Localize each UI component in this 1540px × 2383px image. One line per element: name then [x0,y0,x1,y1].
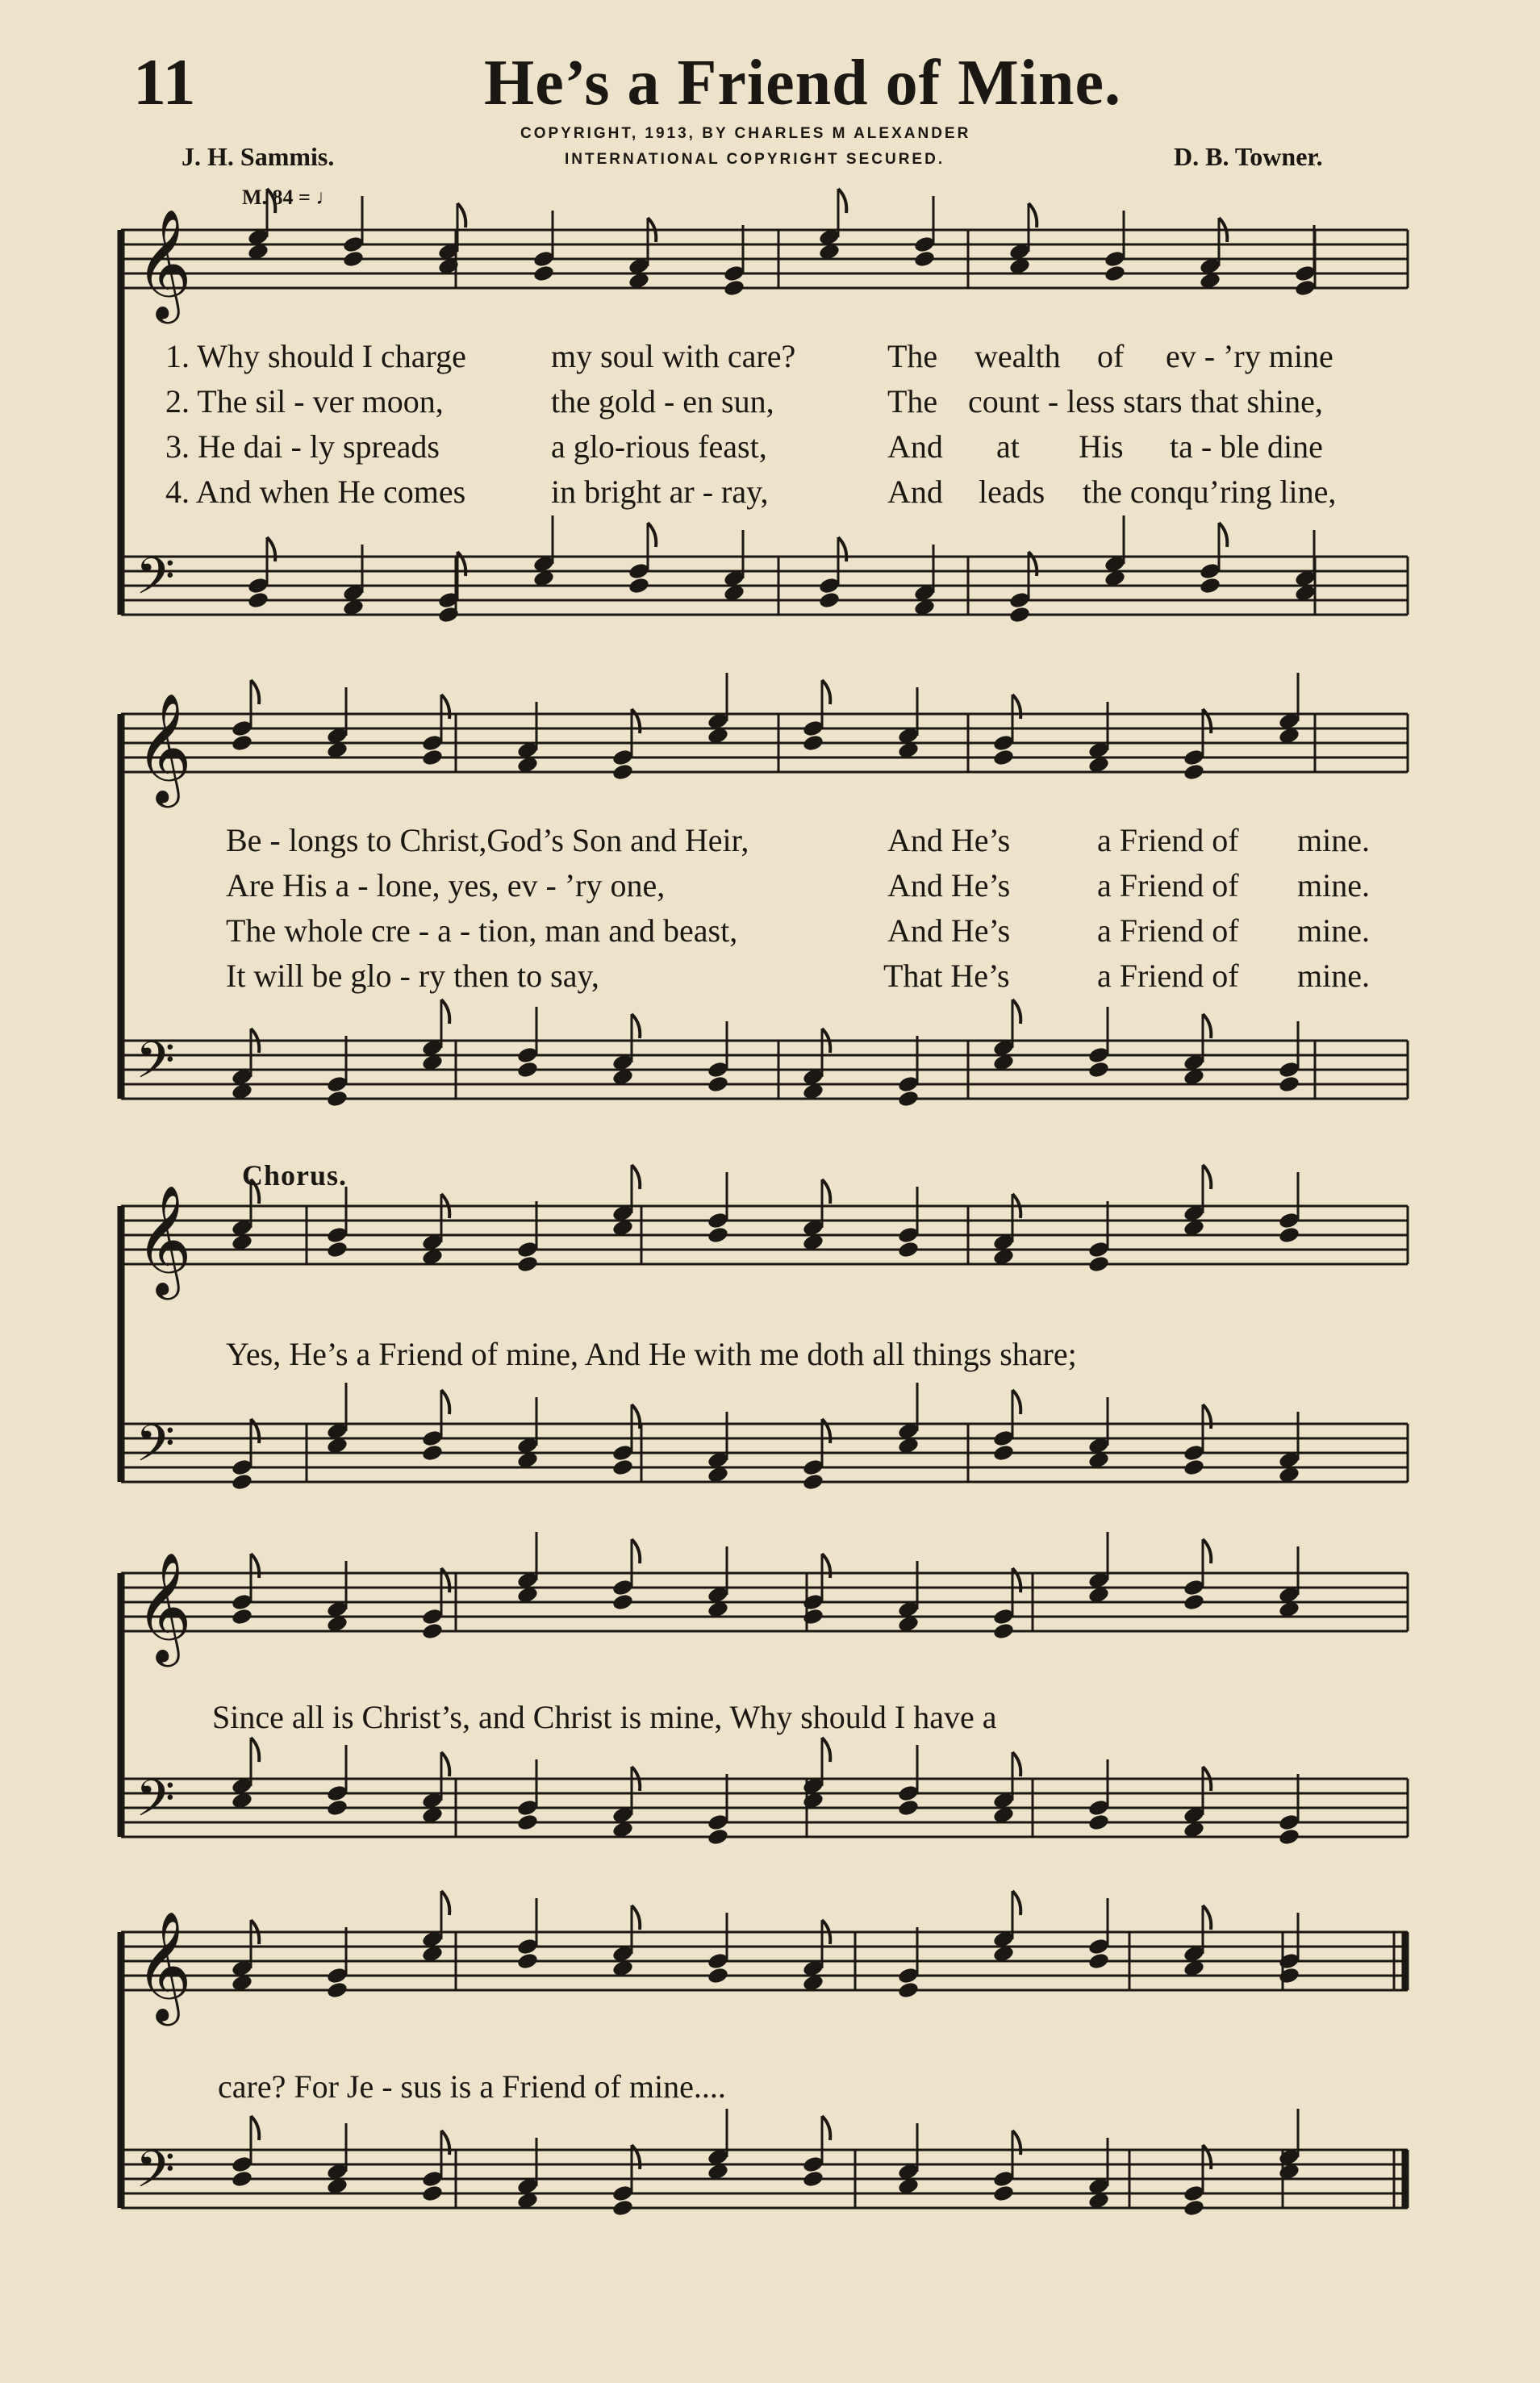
verse-4-seg-5: the conqu’ring line, [1083,474,1337,510]
system-5-treble-flag [1203,1905,1211,1930]
verse-1-seg-2: my soul with care? [551,338,796,374]
system-1-bass-notehead [247,591,269,609]
system-5-treble-notehead [1087,1951,1110,1970]
system-4-bass-notehead [1087,1813,1110,1831]
verse-3-line-2-seg-2: And He’s [887,912,1011,949]
verse-1-line-2-seg-1: Be - longs to Christ,God’s Son and Heir, [226,822,749,858]
bass-clef-icon: 𝄢 [136,1030,175,1102]
system-2-bass-notehead [707,1075,729,1093]
bass-clef-icon: 𝄢 [136,1768,175,1840]
system-1-bass-notehead [1199,576,1221,595]
system-3-treble-notehead [1278,1225,1300,1244]
system-3-treble-flag [822,1179,830,1204]
system-1-treble-notehead [532,264,555,282]
copyright-line-1: COPYRIGHT, 1913, BY CHARLES M ALEXANDER [520,125,971,142]
system-1-bass-notehead [818,591,841,609]
system-4-treble-notehead [992,1621,1015,1640]
system-5-bass-notehead [611,2198,634,2217]
system-1-treble-flag [457,203,465,227]
system-3-bass-notehead [231,1472,253,1491]
system-4-treble-notehead [802,1607,824,1626]
system-1-bass-flag [1219,523,1227,547]
verse-3-seg-3: And [887,428,943,465]
system-3-treble-notehead [897,1240,920,1258]
chorus-label: Chorus. [242,1159,348,1192]
system-2-treble-notehead [992,748,1015,766]
system-1-treble-notehead [913,249,936,268]
system-5-bass-notehead [802,2169,824,2188]
system-5-treble-notehead [707,1966,729,1984]
system-3-bass-notehead [611,1458,634,1476]
verse-4-seg-1: 4. And when He comes [165,474,466,510]
system-2-bass-notehead [326,1089,348,1108]
treble-clef-icon: 𝄞 [136,1183,192,1295]
system-2-bass-notehead [1087,1060,1110,1079]
system-1-treble-flag [838,189,846,213]
system-2-bass-notehead [516,1060,539,1079]
treble-clef-icon: 𝄞 [136,1909,192,2021]
verse-4-line-2-seg-2: That He’s [883,958,1010,994]
system-4-bass-flag [822,1738,830,1762]
system-2-treble-notehead [611,762,634,781]
hymn-number: 11 [133,45,196,119]
verse-3-seg-6: ta - ble dine [1170,428,1323,465]
system-2-bass-notehead [897,1089,920,1108]
system-2-treble-flag [822,680,830,704]
verse-1-seg-1: 1. Why should I charge [165,338,466,374]
system-5-bass-notehead [992,2184,1015,2202]
treble-clef-icon: 𝄞 [136,1550,192,1662]
system-1-treble-notehead [342,249,365,268]
system-2-treble-notehead [231,733,253,752]
quarter-note-icon: ♩ [315,186,337,209]
system-3-treble-notehead [1087,1254,1110,1273]
system-1-treble-flag [1029,203,1037,227]
treble-clef-icon: 𝄞 [136,691,192,803]
verse-4-line-2-seg-4: mine. [1297,958,1370,994]
system-5-bass-notehead [1183,2198,1205,2217]
system-5-bass-notehead [421,2184,444,2202]
system-3-bass-notehead [421,1443,444,1462]
system-2-treble-notehead [802,733,824,752]
verse-3-seg-5: His [1079,428,1124,465]
author-credit: J. H. Sammis. [182,142,335,171]
system-5-treble-notehead [516,1951,539,1970]
treble-clef-icon: 𝄞 [136,207,192,319]
verse-1-line-2-seg-3: a Friend of [1097,822,1239,858]
system-5-treble-flag [441,1891,449,1915]
hymn-title: He’s a Friend of Mine. [484,48,1122,119]
verse-2-line-2-seg-2: And He’s [887,867,1011,904]
system-3-bass-notehead [992,1443,1015,1462]
system-5-treble-flag [632,1905,640,1930]
system-1-bass-flag [648,523,656,547]
verse-1-seg-4: wealth [974,338,1061,374]
system-4-bass-notehead [516,1813,539,1831]
system-2-bass-notehead [1278,1075,1300,1093]
copyright-line-2: INTERNATIONAL COPYRIGHT SECURED. [565,151,945,168]
system-2-treble-flag [251,680,259,704]
system-4-treble-flag [1203,1539,1211,1563]
bass-clef-icon: 𝄢 [136,1413,175,1485]
verse-2-seg-2: the gold - en sun, [551,383,774,419]
system-4-bass-notehead [897,1798,920,1817]
chorus-line-1: Yes, He’s a Friend of mine, And He with me doth all things share; [226,1336,1077,1372]
system-4-treble-flag [632,1539,640,1563]
verse-4-line-2-seg-3: a Friend of [1097,958,1239,994]
system-3-bass-flag [1012,1390,1020,1414]
system-5-treble-notehead [897,1980,920,1999]
system-2-bass-flag [632,1014,640,1038]
system-1-treble-flag [267,189,275,213]
system-2-treble-notehead [421,748,444,766]
verse-1-seg-5: of [1097,338,1125,374]
system-5-bass-notehead [231,2169,253,2188]
system-4-treble-notehead [611,1592,634,1611]
system-5-treble-flag [1012,1891,1020,1915]
verse-3-seg-4: at [996,428,1020,465]
verse-3-seg-2: a glo-rious feast, [551,428,767,465]
system-5-treble-notehead [1278,1966,1300,1984]
verse-3-seg-1: 3. He dai - ly spreads [165,428,440,465]
system-1-treble-notehead [1104,264,1126,282]
system-4-treble-notehead [1183,1592,1205,1611]
system-3-bass-flag [441,1390,449,1414]
verse-3-line-2-seg-3: a Friend of [1097,912,1239,949]
system-4-bass-flag [251,1738,259,1762]
bass-clef-icon: 𝄢 [136,546,175,618]
verse-2-seg-4: count - less stars that shine, [968,383,1323,419]
system-1-bass-notehead [628,576,650,595]
verse-4-seg-4: leads [979,474,1045,510]
system-5-bass-flag [822,2116,830,2140]
system-4-bass-notehead [707,1827,729,1846]
verse-2-line-2-seg-4: mine. [1297,867,1370,904]
verse-3-line-2-seg-1: The whole cre - a - tion, man and beast, [226,912,738,949]
system-4-treble-notehead [231,1607,253,1626]
system-1-treble-notehead [1294,278,1317,297]
system-2-bass-flag [1012,1000,1020,1024]
system-4-bass-notehead [326,1798,348,1817]
system-4-bass-notehead [1278,1827,1300,1846]
verse-4-line-2-seg-1: It will be glo - ry then to say, [226,958,599,994]
composer-credit: D. B. Towner. [1174,142,1323,171]
bass-clef-icon: 𝄢 [136,2139,175,2211]
system-2-bass-flag [1203,1014,1211,1038]
system-3-treble-notehead [707,1225,729,1244]
chorus-line-3: care? For Je - sus is a Friend of mine.... [218,2068,726,2105]
verse-1-line-2-seg-2: And He’s [887,822,1011,858]
verse-4-seg-2: in bright ar - ray, [551,474,769,510]
system-3-bass-notehead [802,1472,824,1491]
verse-2-seg-1: 2. The sil - ver moon, [165,383,444,419]
verse-2-line-2-seg-3: a Friend of [1097,867,1239,904]
system-4-treble-notehead [421,1621,444,1640]
system-2-treble-notehead [1183,762,1205,781]
verse-4-seg-3: And [887,474,943,510]
system-4-bass-flag [441,1752,449,1776]
verse-2-seg-3: The [887,383,938,419]
tempo-text: M. 84 = [242,186,311,209]
verse-3-line-2-seg-4: mine. [1297,912,1370,949]
system-3-treble-flag [632,1165,640,1189]
verse-1-seg-6: ev - ’ry mine [1166,338,1333,374]
system-3-treble-flag [1203,1165,1211,1189]
system-2-bass-flag [441,1000,449,1024]
system-1-treble-notehead [723,278,745,297]
chorus-line-2: Since all is Christ’s, and Christ is mine, Why should I have a [212,1699,997,1735]
system-3-treble-notehead [516,1254,539,1273]
verse-1-line-2-seg-4: mine. [1297,822,1370,858]
system-3-treble-notehead [326,1240,348,1258]
system-3-bass-notehead [1183,1458,1205,1476]
verse-1-seg-3: The [887,338,938,374]
verse-2-line-2-seg-1: Are His a - lone, yes, ev - ’ry one, [226,867,666,904]
system-5-bass-flag [251,2116,259,2140]
system-5-treble-notehead [326,1980,348,1999]
system-4-bass-flag [1012,1752,1020,1776]
system-1-bass-notehead [1008,605,1031,624]
